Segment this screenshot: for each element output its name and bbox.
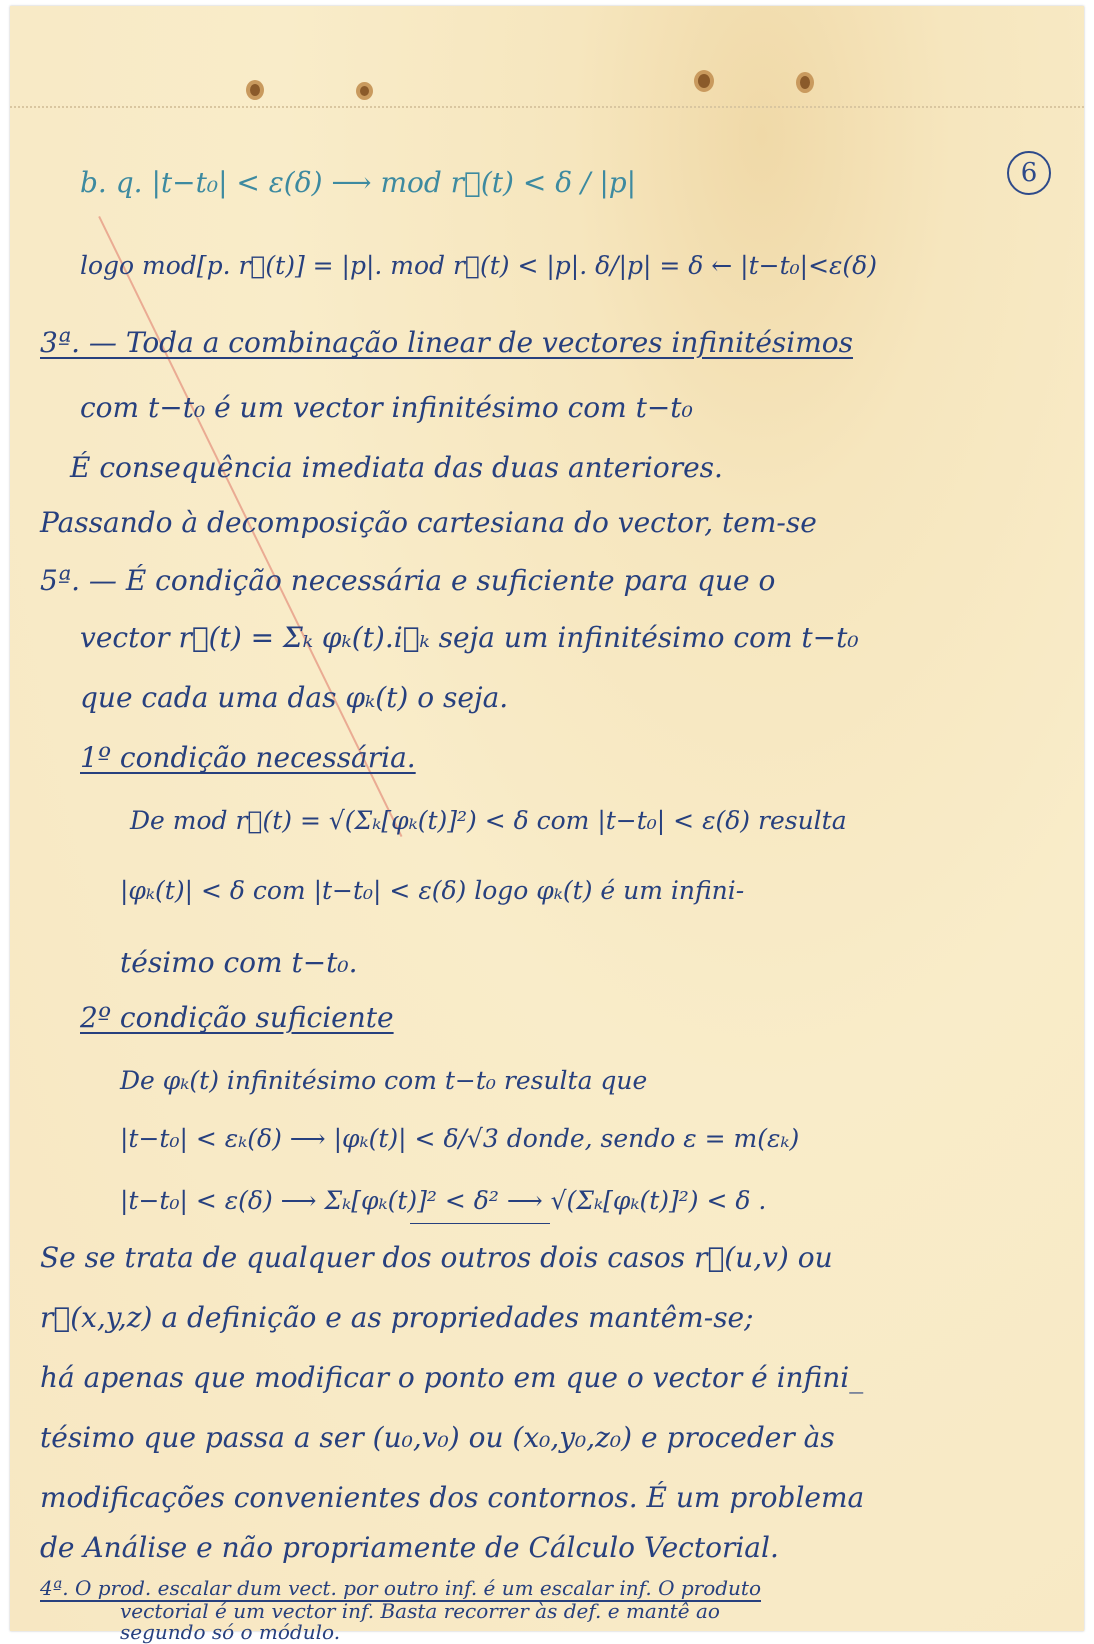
punch-hole bbox=[800, 76, 810, 89]
text-line: r⃗(x,y,z) a definição e as propriedades mantêm-se; bbox=[40, 1301, 754, 1334]
text-line: De φₖ(t) infinitésimo com t−t₀ resulta que bbox=[120, 1066, 648, 1095]
punch-hole bbox=[698, 74, 710, 88]
text-line: 3ª. — Toda a combinação linear de vectores infinitésimos bbox=[40, 326, 853, 359]
text-line: tésimo com t−t₀. bbox=[120, 946, 358, 979]
text-line: Se se trata de qualquer dos outros dois casos r⃗(u,v) ou bbox=[40, 1241, 833, 1274]
punch-hole bbox=[250, 84, 260, 96]
text-line: modificações convenientes dos contornos. É um problema bbox=[40, 1481, 865, 1514]
text-line: |t−t₀| < ε(δ) ⟶ Σₖ[φₖ(t)]² < δ² ⟶ √(Σₖ[φₖ(t)]²) < δ . bbox=[120, 1186, 767, 1215]
text-line: 2º condição suficiente bbox=[80, 1001, 394, 1034]
text-line: logo mod[p. r⃗(t)] = |p|. mod r⃗(t) < |p|. δ/|p| = δ ← |t−t₀|<ε(δ) bbox=[80, 251, 877, 280]
text-line: É consequência imediata das duas anteriores. bbox=[70, 451, 723, 484]
text-line: |t−t₀| < εₖ(δ) ⟶ |φₖ(t)| < δ/√3 donde, sendo ε = m(εₖ) bbox=[120, 1124, 800, 1153]
text-line: De mod r⃗(t) = √(Σₖ[φₖ(t)]²) < δ com |t−t₀| < ε(δ) resulta bbox=[130, 806, 847, 835]
text-line: vector r⃗(t) = Σₖ φₖ(t).i⃗ₖ seja um infinitésimo com t−t₀ bbox=[80, 621, 859, 654]
text-line: vectorial é um vector inf. Basta recorrer às def. e mantê ao bbox=[120, 1599, 720, 1623]
text-line: segundo só o módulo. bbox=[120, 1620, 341, 1644]
text-line: de Análise e não propriamente de Cálculo Vectorial. bbox=[40, 1531, 779, 1564]
divider bbox=[410, 1223, 550, 1224]
text-line: há apenas que modificar o ponto em que o vector é infini_ bbox=[40, 1361, 864, 1394]
text-line: tésimo que passa a ser (u₀,v₀) ou (x₀,y₀,z₀) e proceder às bbox=[40, 1421, 835, 1454]
text-line: b. q. |t−t₀| < ε(δ) ⟶ mod r⃗(t) < δ / |p| bbox=[80, 166, 637, 199]
punch-hole bbox=[360, 86, 369, 96]
page-number: 6 bbox=[1007, 151, 1051, 195]
text-line: 4ª. O prod. escalar dum vect. por outro inf. é um escalar inf. O produto bbox=[40, 1576, 761, 1600]
text-line: com t−t₀ é um vector infinitésimo com t−t₀ bbox=[80, 391, 693, 424]
text-line: 5ª. — É condição necessária e suficiente para que o bbox=[40, 564, 776, 597]
notebook-page bbox=[10, 6, 1084, 1644]
perforation-line bbox=[10, 106, 1084, 114]
text-line: que cada uma das φₖ(t) o seja. bbox=[80, 681, 509, 714]
text-line: |φₖ(t)| < δ com |t−t₀| < ε(δ) logo φₖ(t) é um infini- bbox=[120, 876, 745, 905]
text-line: Passando à decomposição cartesiana do vector, tem-se bbox=[40, 506, 817, 539]
text-line: 1º condição necessária. bbox=[80, 741, 416, 774]
